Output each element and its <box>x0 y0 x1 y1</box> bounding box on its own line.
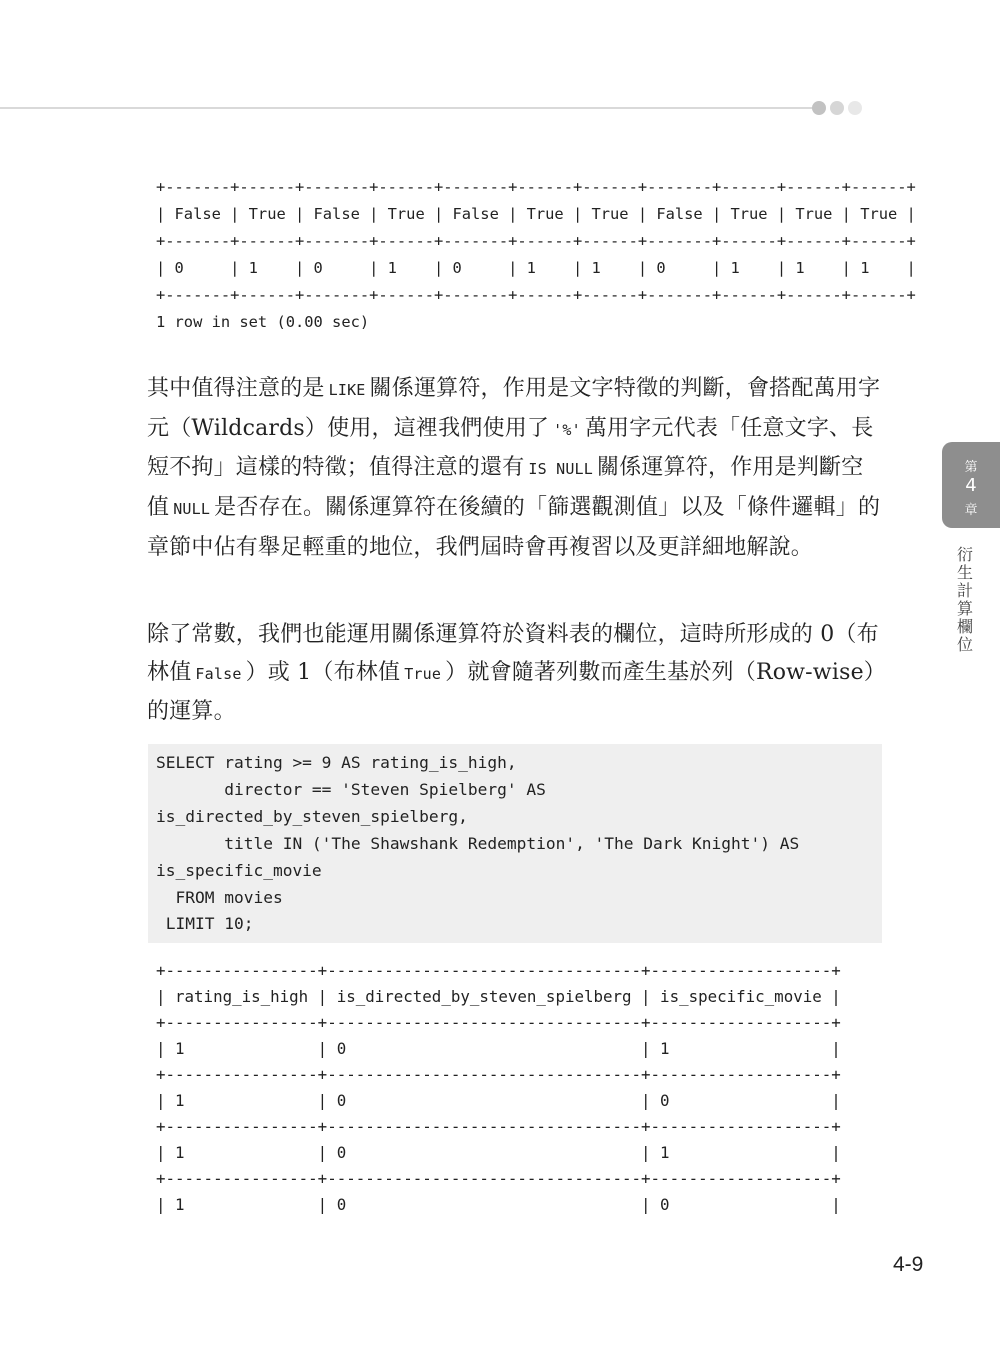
header-rule <box>0 107 815 109</box>
page-number: 4-9 <box>893 1253 924 1276</box>
header-dot-1 <box>812 101 826 115</box>
inline-code-like: LIKE <box>328 381 366 399</box>
query-result-table-2: +----------------+---------------------------------+-------------------+ | rating_is_high | is_directed_by_steven_spielberg | is_specific_movie | +----------------+---------------------------------+-------------------+ | 1 | 0 | 1 | +----------------+---------------------------------+-------------------+ | 1 | 0 | 0 | +----------------+---------------------------------+-------------------+ | 1 | 0 | 1 | +----------------+---------------------------------+-------------------+ | 1 | 0 | 0 | <box>156 961 841 1214</box>
sql-code-text: SELECT rating >= 9 AS rating_is_high, director == 'Steven Spielberg' AS is_directed_by_steven_spielberg, title IN ('The Shawshank Redemption', 'The Dark Knight') AS is_specific_movie FROM movies LIMIT 10; <box>156 753 800 934</box>
inline-code-is-null: IS NULL <box>528 460 594 479</box>
inline-code-false: False <box>195 664 242 683</box>
chapter-tab-suffix: 章 <box>964 503 978 518</box>
header-dot-2 <box>830 101 844 115</box>
chapter-title-vertical: 衍生計算欄位 <box>956 545 973 654</box>
header-dot-3 <box>848 101 862 115</box>
header-dots <box>812 101 862 115</box>
paragraph-relational-operators: 其中值得注意的是 LIKE 關係運算符，作用是文字特徵的判斷，會搭配萬用字元（Wildcards）使用，這裡我們使用了 '%' 萬用字元代表「任意文字、長短不拘」這樣的特徵；值得注意的還有 IS NULL 關係運算符，作用是判斷空值 NULL 是否存在。關係運算符在後續的「篩選觀測值」以及「條件邏輯」的章節中佔有舉足輕重的地位，我們屆時會再複習以及更詳細地解說。 <box>147 376 881 560</box>
query-result-table-1: +-------+------+-------+------+-------+------+------+-------+------+------+------+ | False | True | False | True | False | True | True | False | True | True | True | +-------+------+-------+------+-------+------+------+-------+------+------+------+ | 0 | 1 | 0 | 1 | 0 | 1 | 1 | 0 | 1 | 1 | 1 | +-------+------+-------+------+-------+------+------+-------+------+------+------+ <box>156 178 916 304</box>
chapter-tab-prefix: 第 <box>964 460 978 475</box>
inline-code-percent: '%' <box>553 420 581 439</box>
paragraph-row-wise: 除了常數，我們也能運用關係運算符於資料表的欄位，這時所形成的 0（布林值 False ）或 1（布林值 True ）就會隨著列數而產生基於列（Row-wise）的運算。 <box>147 622 879 725</box>
inline-code-null: NULL <box>173 500 211 519</box>
chapter-tab-number: 4 <box>965 475 977 496</box>
sql-code-block <box>148 744 882 943</box>
chapter-tab <box>942 442 1000 528</box>
inline-code-true: True <box>404 664 442 683</box>
query-result-footer: 1 row in set (0.00 sec) <box>156 313 370 331</box>
